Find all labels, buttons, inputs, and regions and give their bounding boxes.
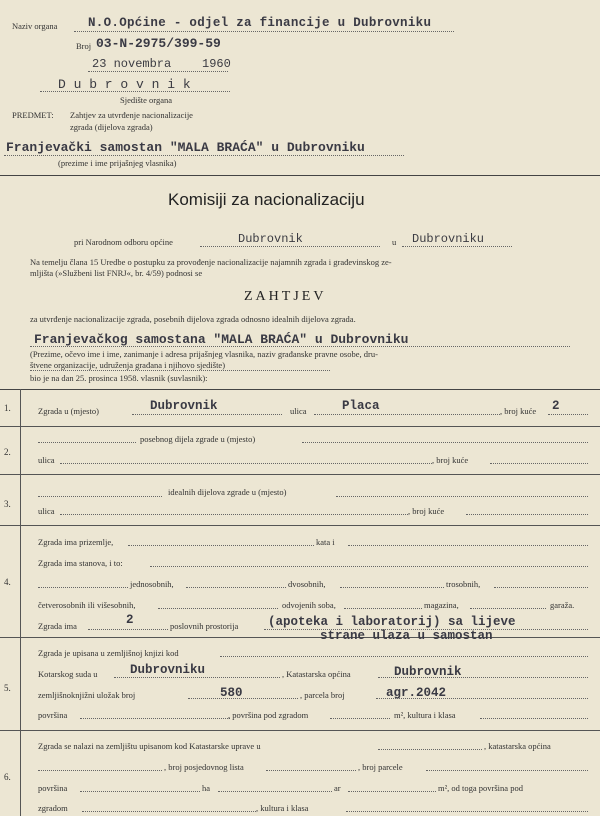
s4-stanova-label: Zgrada ima stanova, i to: bbox=[38, 558, 123, 568]
naziv-label: Naziv organa bbox=[12, 21, 58, 31]
broj-value: 03-N-2975/399-59 bbox=[96, 36, 221, 51]
s5-kotarskog-label: Kotarskog suda u bbox=[38, 669, 98, 679]
legal-line2: mljišta (»Službeni list FNRJ«, br. 4/59) podnosi se bbox=[30, 268, 203, 278]
owner-value: Franjevački samostan "MALA BRAĆA" u Dubrovniku bbox=[6, 140, 365, 155]
commission-title: Komisiji za nacionalizaciju bbox=[168, 190, 365, 209]
s5-ulozak-value: 580 bbox=[220, 686, 243, 700]
s5-parcela-value: agr.2042 bbox=[386, 686, 447, 700]
s2-broj-label: , broj kuće bbox=[432, 455, 469, 465]
s4-kata-label: kata i bbox=[316, 537, 335, 547]
commission-owner-value: Franjevačkog samostana "MALA BRAĆA" u Dubrovniku bbox=[34, 332, 409, 347]
s5-number: 5. bbox=[4, 683, 11, 693]
zahtjev-heading: ZAHTJEV bbox=[244, 289, 327, 304]
s1-ulica-label: ulica bbox=[290, 406, 307, 416]
s4-odvojenih: odvojenih soba, bbox=[282, 600, 336, 610]
predmet-line2: zgrada (dijelova zgrada) bbox=[70, 122, 153, 132]
s2-number: 2. bbox=[4, 447, 11, 457]
sjediste-value: D u b r o v n i k bbox=[58, 77, 191, 92]
s4-prizemlje-label: Zgrada ima prizemlje, bbox=[38, 537, 114, 547]
u-value: Dubrovniku bbox=[412, 232, 485, 246]
legal-line1: Na temelju člana 15 Uredbe o postupku za provođenje nacionalizacije najamnih zgrada i građevinskog ze- bbox=[30, 257, 392, 267]
purpose-text: za utvrđenje nacionalizacije zgrada, posebnih dijelova zgrada odnosno idealnih dijelova zgrada. bbox=[30, 314, 356, 324]
s4-number: 4. bbox=[4, 577, 11, 587]
s1-zgrada-label: Zgrada u (mjesto) bbox=[38, 406, 99, 416]
sjediste-label: Sjedište organa bbox=[120, 95, 173, 105]
s4-tro: trosobnih, bbox=[446, 579, 481, 589]
s4-dvo: dvosobnih, bbox=[288, 579, 326, 589]
opcina-value: Dubrovnik bbox=[238, 232, 303, 246]
s5-upisana-label: Zgrada je upisana u zemljišnoj knjizi kod bbox=[38, 648, 179, 658]
s5-parcela-label: , parcela broj bbox=[300, 690, 345, 700]
s3-broj-label: , broj kuće bbox=[408, 506, 445, 516]
s3-text: idealnih dijelova zgrade u (mjesto) bbox=[168, 487, 287, 497]
s4-magazina: magazina, bbox=[424, 600, 459, 610]
s1-broj-label: , broj kuće bbox=[500, 406, 537, 416]
date-value: 23 novembra bbox=[92, 57, 172, 71]
s3-number: 3. bbox=[4, 499, 11, 509]
s1-ulica-value: Placa bbox=[342, 399, 380, 413]
s4-jedno: jednosobnih, bbox=[130, 579, 174, 589]
s5-pod-zgradom-label: , površina pod zgradom bbox=[228, 710, 309, 720]
s4-cetvero: četverosobnih ili višesobnih, bbox=[38, 600, 136, 610]
s4-poslovnih-value1: (apoteka i laboratorij) sa lijeve bbox=[268, 615, 516, 629]
broj-label: Broj bbox=[76, 41, 92, 51]
s6-nalazi-label: Zgrada se nalazi na zemljištu upisanom kod Katastarske uprave u bbox=[38, 741, 261, 751]
owner-hint1: (Prezime, očevo ime i ime, zanimanje i adresa prijašnjeg vlasnika, naziv građanske pravne osobe, dru- bbox=[30, 349, 378, 359]
owner-hint3: bio je na dan 25. prosinca 1958. vlasnik (suvlasnik): bbox=[30, 373, 208, 383]
predmet-line1: Zahtjev za utvrđenje nacionalizacije bbox=[70, 110, 193, 120]
s5-m2-label: m², kultura i klasa bbox=[394, 710, 456, 720]
predmet-label: PREDMET: bbox=[12, 110, 54, 120]
s6-katastarska-opcina-label: , katastarska općina bbox=[484, 741, 551, 751]
s1-zgrada-value: Dubrovnik bbox=[150, 399, 218, 413]
s6-m2-od-label: m², od toga površina pod bbox=[438, 783, 523, 793]
s6-ar-label: ar bbox=[334, 783, 341, 793]
s5-katastarska-value: Dubrovnik bbox=[394, 665, 462, 679]
u-label: u bbox=[392, 237, 397, 247]
s4-ima-label: Zgrada ima bbox=[38, 621, 77, 631]
owner-label: (prezime i ime prijašnjeg vlasnika) bbox=[58, 158, 177, 168]
s6-number: 6. bbox=[4, 772, 11, 782]
s6-povrsina-label: površina bbox=[38, 783, 68, 793]
s4-ima-value: 2 bbox=[126, 613, 134, 627]
s5-povrsina-label: površina bbox=[38, 710, 68, 720]
s4-garaza: garaža. bbox=[550, 600, 575, 610]
s5-katastarska-label: , Katastarska općina bbox=[282, 669, 351, 679]
s2-ulica-label: ulica bbox=[38, 455, 55, 465]
s4-poslovnih-label: poslovnih prostorija bbox=[170, 621, 239, 631]
naziv-value: N.O.Općine - odjel za financije u Dubrovniku bbox=[88, 16, 432, 30]
year-value: 1960 bbox=[202, 57, 231, 71]
s1-number: 1. bbox=[4, 403, 11, 413]
s1-broj-value: 2 bbox=[552, 399, 560, 413]
s2-text: posebnog dijela zgrade u (mjesto) bbox=[140, 434, 256, 444]
s4-poslovnih-value2: strane ulaza u samostan bbox=[320, 629, 493, 643]
owner-hint2: štvene organizacije, udruženja građana i njihovo sjedište) bbox=[30, 360, 226, 370]
s6-kultura-label: , kultura i klasa bbox=[256, 803, 309, 813]
s5-ulozak-label: zemljišnoknjižni uložak broj bbox=[38, 690, 136, 700]
pri-label: pri Narodnom odboru općine bbox=[74, 237, 173, 247]
s6-posjedovni-label: , broj posjedovnog lista bbox=[164, 762, 244, 772]
s5-kotarskog-value: Dubrovniku bbox=[130, 663, 206, 677]
s3-ulica-label: ulica bbox=[38, 506, 55, 516]
s6-ha-label: ha bbox=[202, 783, 211, 793]
s6-zgradom-label: zgradom bbox=[38, 803, 68, 813]
s6-parcele-label: , broj parcele bbox=[358, 762, 403, 772]
